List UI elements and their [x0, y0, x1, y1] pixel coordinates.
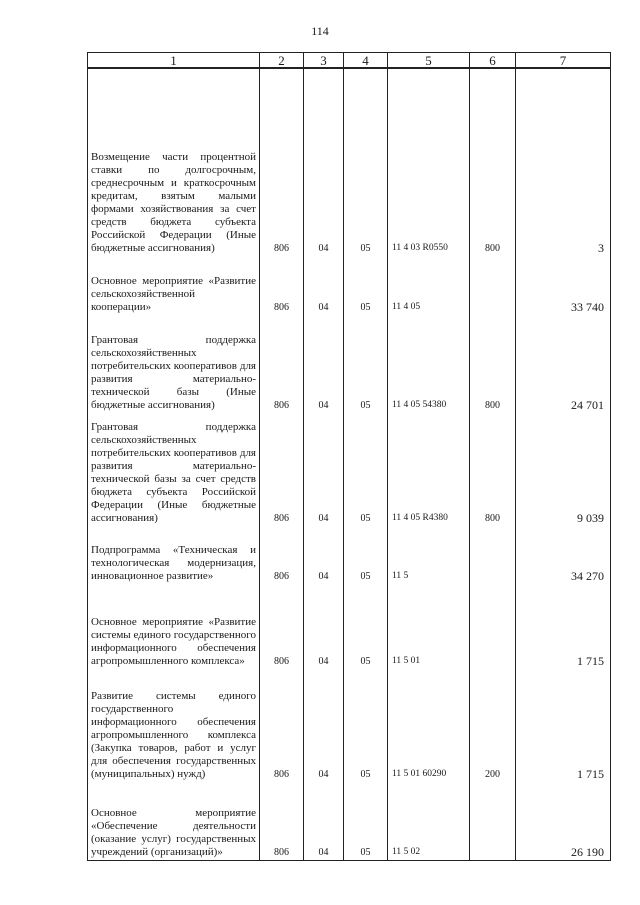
- table-row: [88, 315, 611, 413]
- row-col-3: 04: [304, 315, 344, 413]
- row-col-3: 04: [304, 782, 344, 861]
- row-col-6: 800: [470, 315, 516, 413]
- header-col-5: 5: [388, 53, 470, 69]
- row-col-2: 806: [260, 526, 304, 584]
- row-col-4: 05: [344, 68, 388, 256]
- row-col-3: 04: [304, 584, 344, 669]
- row-col-6: 800: [470, 413, 516, 526]
- row-col-3: 04: [304, 256, 344, 315]
- budget-table: [87, 52, 611, 861]
- header-col-4: 4: [344, 53, 388, 69]
- row-description: Возмещение части процентной ставки по долгосрочным, среднесрочным и краткосрочным кредитам, взятым малыми формами хозяйствования за счет средств бюджета субъекта Российской Федерации (Иные бюджетные ассигнования): [88, 68, 260, 256]
- table-row: [88, 256, 611, 315]
- row-amount: 1 715: [516, 584, 611, 669]
- row-col-4: 05: [344, 413, 388, 526]
- row-col-2: 806: [260, 315, 304, 413]
- row-col-6: [470, 526, 516, 584]
- table-row: [88, 782, 611, 861]
- page-number: 114: [311, 24, 329, 38]
- row-description: Развитие системы единого государственного информационного обеспечения агропромышленного комплекса (Закупка товаров, работ и услуг для обеспечения государственных (муниципальных) нужд): [88, 669, 260, 782]
- row-code: 11 5 01: [388, 584, 470, 669]
- row-code: 11 4 05 54380: [388, 315, 470, 413]
- row-code: 11 5 01 60290: [388, 669, 470, 782]
- row-amount: 26 190: [516, 782, 611, 861]
- row-code: 11 4 03 R0550: [388, 68, 470, 256]
- table-row: [88, 68, 611, 256]
- row-description: Основное мероприятие «Развитие сельскохозяйственной кооперации»: [88, 256, 260, 315]
- row-description: Грантовая поддержка сельскохозяйственных потребительских кооперативов для развития материально-технической базы за счет средств бюджета субъекта Российской Федерации (Иные бюджетные ассигнования): [88, 413, 260, 526]
- row-description: Подпрограмма «Техническая и технологическая модернизация, инновационное развитие»: [88, 526, 260, 584]
- row-code: 11 4 05 R4380: [388, 413, 470, 526]
- row-col-4: 05: [344, 256, 388, 315]
- row-description: Основное мероприятие «Обеспечение деятельности (оказание услуг) государственных учреждений (организаций)»: [88, 782, 260, 861]
- row-col-3: 04: [304, 526, 344, 584]
- row-col-6: [470, 584, 516, 669]
- row-col-6: [470, 256, 516, 315]
- row-col-4: 05: [344, 669, 388, 782]
- row-code: 11 5 02: [388, 782, 470, 861]
- row-amount: 3: [516, 68, 611, 256]
- row-amount: 34 270: [516, 526, 611, 584]
- row-col-2: 806: [260, 68, 304, 256]
- row-code: 11 4 05: [388, 256, 470, 315]
- row-col-4: 05: [344, 584, 388, 669]
- row-col-2: 806: [260, 782, 304, 861]
- header-col-7: 7: [516, 53, 611, 69]
- row-col-2: 806: [260, 584, 304, 669]
- row-col-2: 806: [260, 669, 304, 782]
- row-col-2: 806: [260, 256, 304, 315]
- row-description: Основное мероприятие «Развитие системы единого государственного информационного обеспечения агропромышленного комплекса»: [88, 584, 260, 669]
- table-row: [88, 669, 611, 782]
- row-col-4: 05: [344, 315, 388, 413]
- row-col-3: 04: [304, 413, 344, 526]
- header-col-3: 3: [304, 53, 344, 69]
- row-description: Грантовая поддержка сельскохозяйственных потребительских кооперативов для развития материально-технической базы (Иные бюджетные ассигнования): [88, 315, 260, 413]
- row-amount: 33 740: [516, 256, 611, 315]
- header-col-6: 6: [470, 53, 516, 69]
- table-header-row: [88, 53, 611, 69]
- header-col-1: 1: [88, 53, 260, 69]
- row-col-6: 200: [470, 669, 516, 782]
- row-amount: 1 715: [516, 669, 611, 782]
- table-row: [88, 413, 611, 526]
- row-col-3: 04: [304, 68, 344, 256]
- row-amount: 24 701: [516, 315, 611, 413]
- header-col-2: 2: [260, 53, 304, 69]
- row-col-6: 800: [470, 68, 516, 256]
- row-col-4: 05: [344, 782, 388, 861]
- table-row: [88, 526, 611, 584]
- table-row: [88, 584, 611, 669]
- row-col-3: 04: [304, 669, 344, 782]
- row-amount: 9 039: [516, 413, 611, 526]
- row-col-6: [470, 782, 516, 861]
- row-col-4: 05: [344, 526, 388, 584]
- row-code: 11 5: [388, 526, 470, 584]
- row-col-2: 806: [260, 413, 304, 526]
